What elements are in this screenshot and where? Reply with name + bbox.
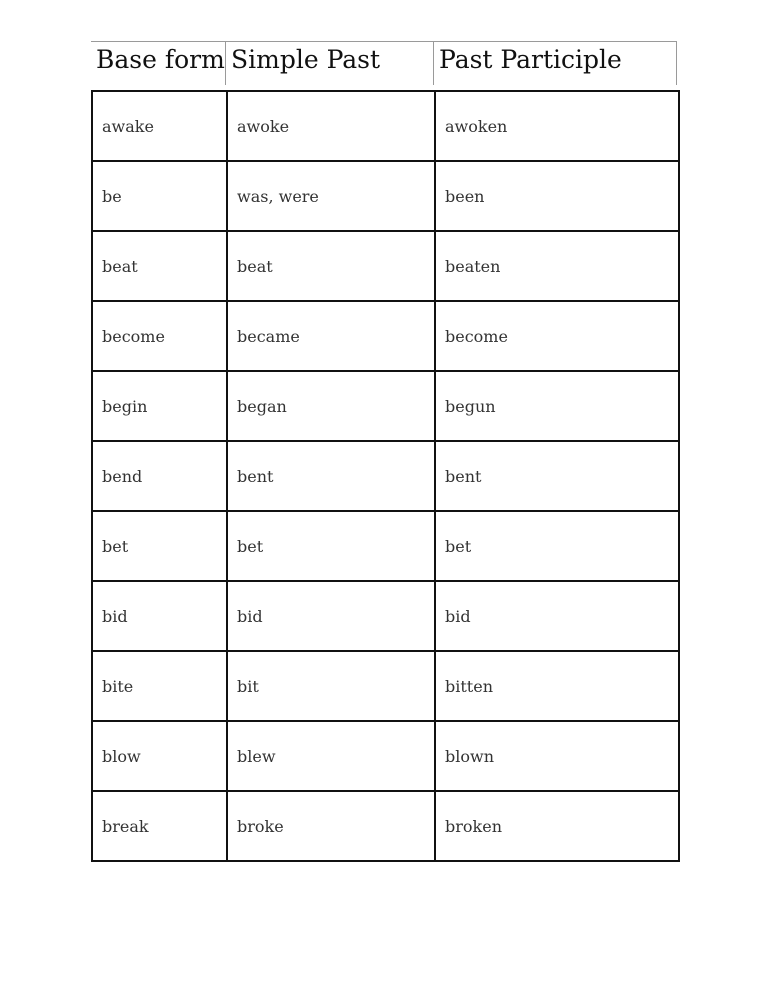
past-participle-cell: begun: [435, 371, 679, 441]
simple-past-cell: beat: [227, 231, 435, 301]
header-base-form: Base form: [96, 45, 225, 74]
base-form-cell: break: [92, 791, 227, 861]
simple-past-cell: began: [227, 371, 435, 441]
simple-past-cell: bid: [227, 581, 435, 651]
irregular-verbs-table: [91, 90, 680, 862]
table-row: [92, 301, 679, 371]
simple-past-cell: broke: [227, 791, 435, 861]
base-form-cell: be: [92, 161, 227, 231]
table-header-row: [91, 41, 677, 84]
past-participle-cell: been: [435, 161, 679, 231]
table-row: [92, 231, 679, 301]
simple-past-cell: bet: [227, 511, 435, 581]
table-row: [92, 511, 679, 581]
table-row: [92, 651, 679, 721]
simple-past-cell: bit: [227, 651, 435, 721]
simple-past-cell: was, were: [227, 161, 435, 231]
base-form-cell: begin: [92, 371, 227, 441]
table-row: [92, 441, 679, 511]
base-form-cell: bite: [92, 651, 227, 721]
past-participle-cell: become: [435, 301, 679, 371]
simple-past-cell: bent: [227, 441, 435, 511]
past-participle-cell: bitten: [435, 651, 679, 721]
past-participle-cell: awoken: [435, 91, 679, 161]
base-form-cell: bend: [92, 441, 227, 511]
base-form-cell: bet: [92, 511, 227, 581]
past-participle-cell: beaten: [435, 231, 679, 301]
table-row: [92, 791, 679, 861]
table-row: [92, 91, 679, 161]
simple-past-cell: blew: [227, 721, 435, 791]
base-form-cell: awake: [92, 91, 227, 161]
table-row: [92, 161, 679, 231]
header-past-participle: Past Participle: [433, 42, 677, 85]
table-row: [92, 371, 679, 441]
base-form-cell: bid: [92, 581, 227, 651]
simple-past-cell: became: [227, 301, 435, 371]
base-form-cell: beat: [92, 231, 227, 301]
table-row: [92, 581, 679, 651]
header-simple-past: Simple Past: [225, 42, 433, 85]
past-participle-cell: bent: [435, 441, 679, 511]
past-participle-cell: blown: [435, 721, 679, 791]
past-participle-cell: bet: [435, 511, 679, 581]
base-form-cell: blow: [92, 721, 227, 791]
table-row: [92, 721, 679, 791]
simple-past-cell: awoke: [227, 91, 435, 161]
past-participle-cell: broken: [435, 791, 679, 861]
base-form-cell: become: [92, 301, 227, 371]
past-participle-cell: bid: [435, 581, 679, 651]
